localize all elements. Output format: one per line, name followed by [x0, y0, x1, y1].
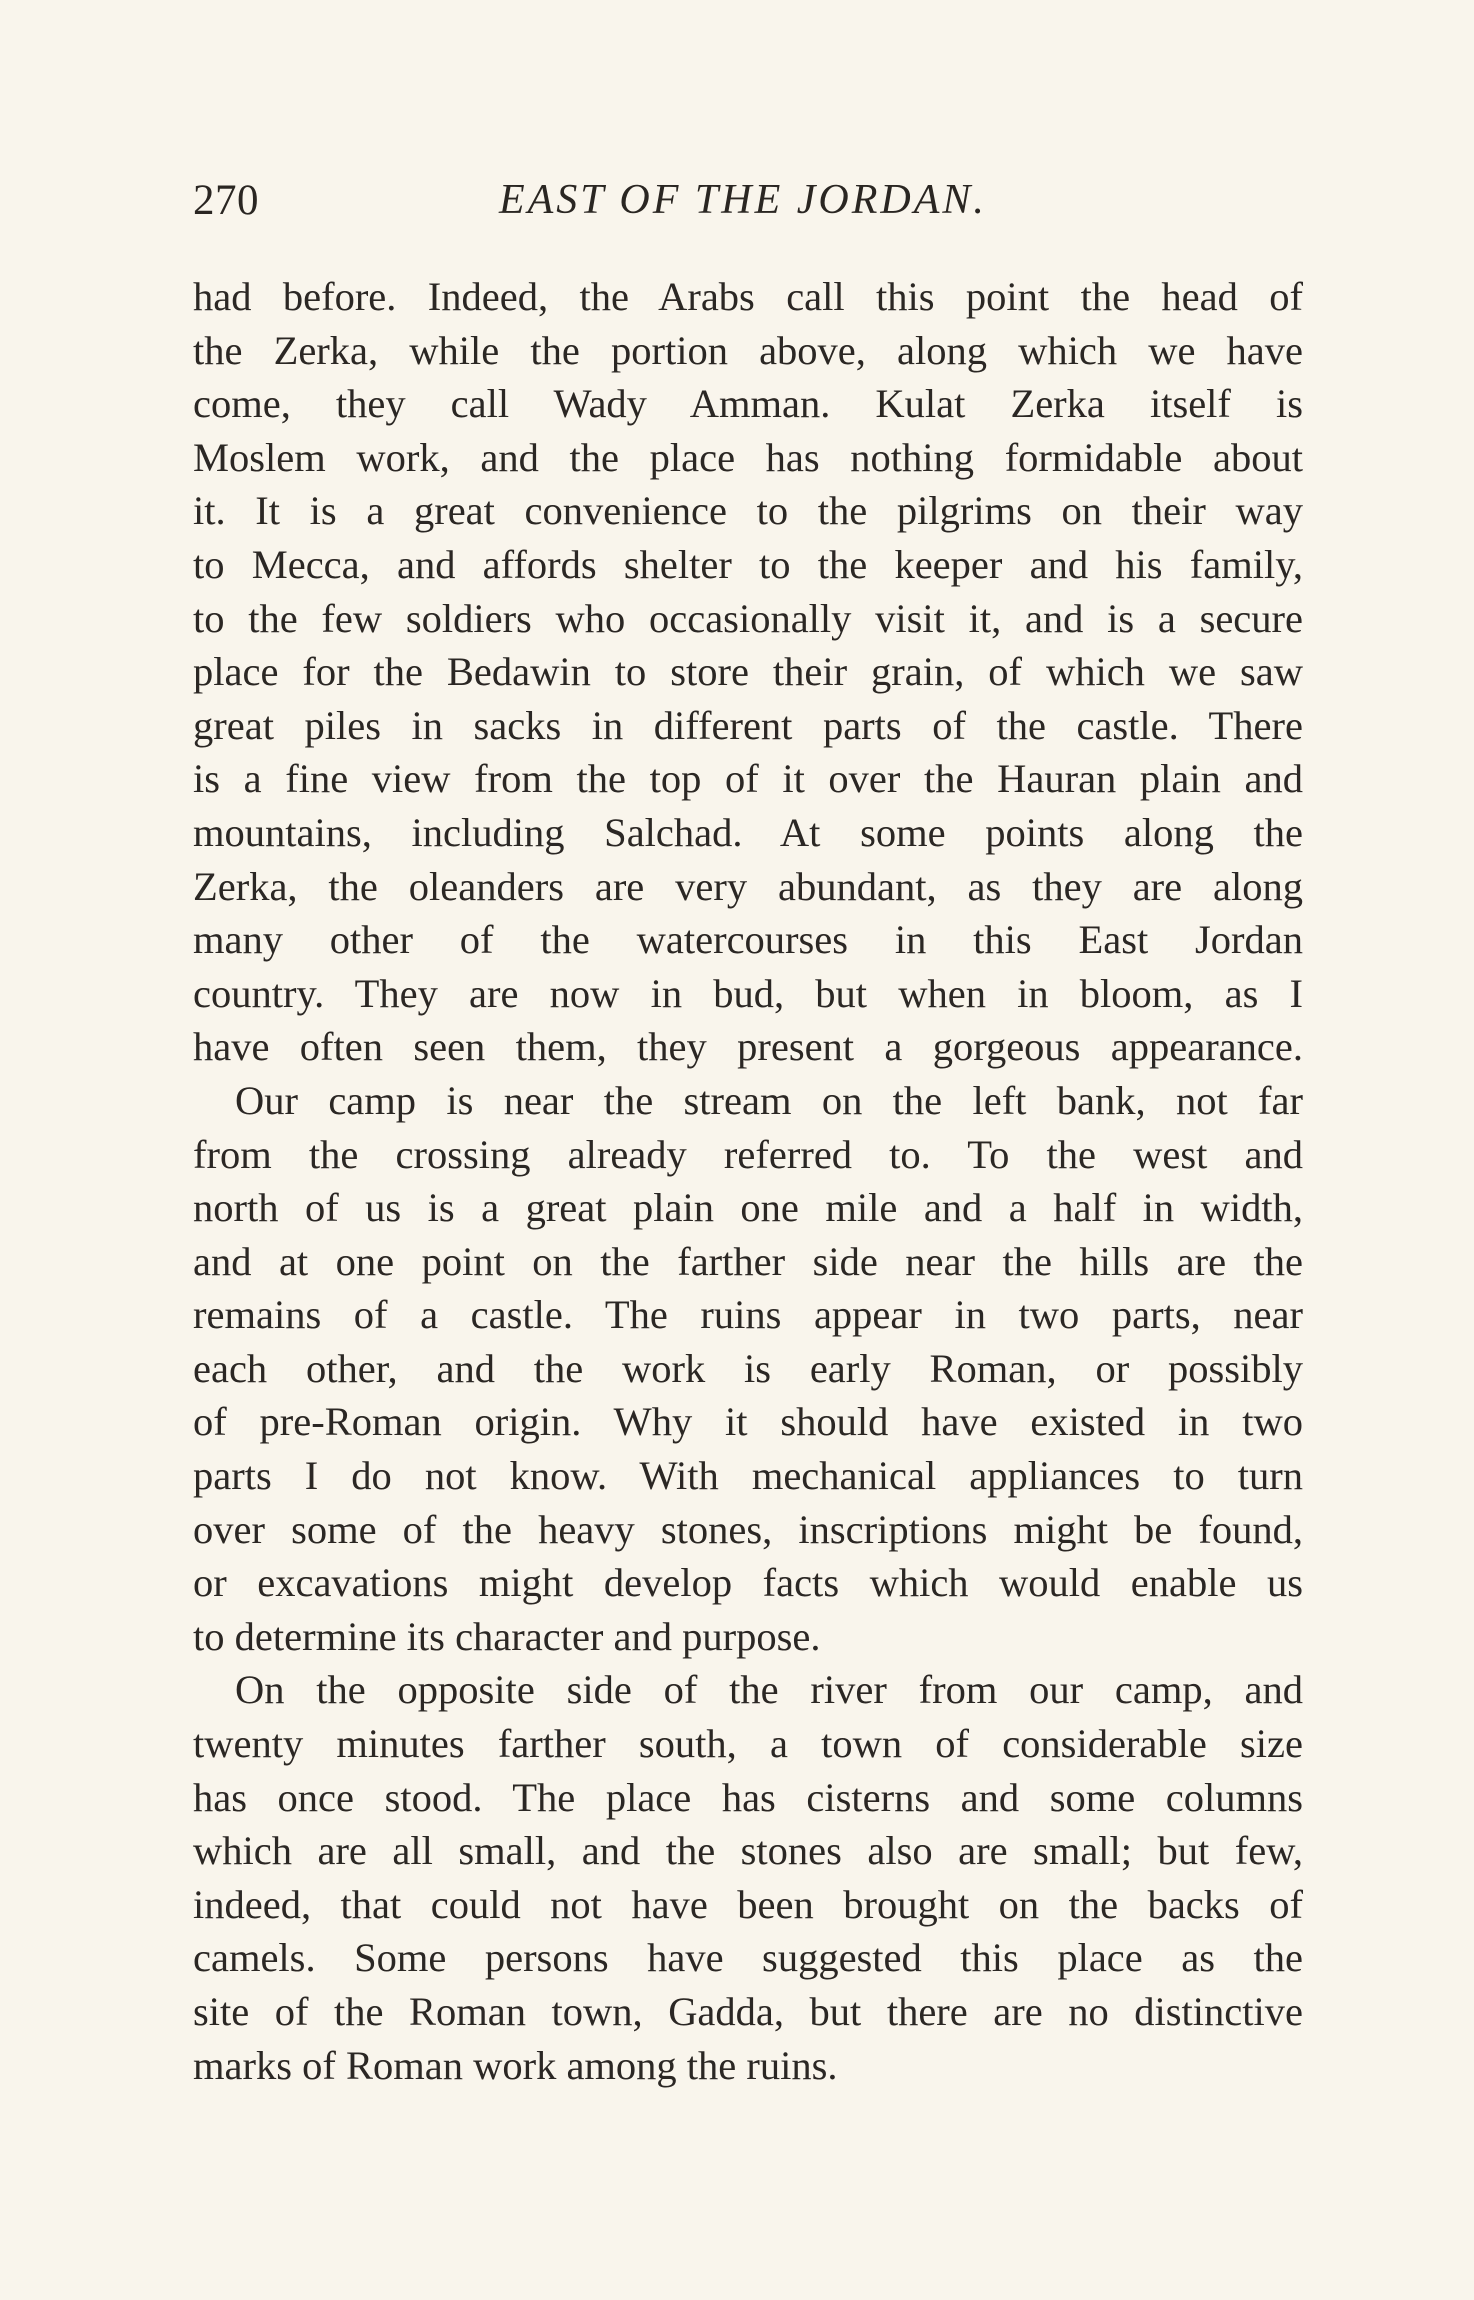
text-line: parts I do not know. With mechanical appliances to turn: [193, 1453, 1303, 1499]
text-line: to determine its character and purpose.: [193, 1613, 821, 1659]
text-line: indeed, that could not have been brought on the backs of: [193, 1881, 1303, 1927]
text-line: over some of the heavy stones, inscriptions might be found,: [193, 1506, 1303, 1552]
text-line: come, they call Wady Amman. Kulat Zerka itself is: [193, 381, 1303, 427]
text-line: place for the Bedawin to store their grain, of which we saw: [193, 649, 1303, 695]
text-line: has once stood. The place has cisterns and some columns: [193, 1774, 1303, 1820]
text-line: marks of Roman work among the ruins.: [193, 2042, 838, 2088]
page-header: [193, 176, 1303, 236]
text-line: mountains, including Salchad. At some points along the: [193, 809, 1303, 855]
text-line: it. It is a great convenience to the pilgrims on their way: [193, 488, 1303, 534]
text-line: each other, and the work is early Roman, or possibly: [193, 1345, 1303, 1391]
text-line: to the few soldiers who occasionally visit it, and is a secure: [193, 595, 1303, 641]
text-line: from the crossing already referred to. To the west and: [193, 1131, 1303, 1177]
text-line: Moslem work, and the place has nothing formidable about: [193, 434, 1303, 480]
page-number: 270: [193, 177, 259, 224]
text-line: to Mecca, and affords shelter to the keeper and his family,: [193, 541, 1303, 587]
paragraph-3: [193, 1663, 1303, 2092]
text-line: On the opposite side of the river from our camp, and: [235, 1667, 1303, 1713]
text-line: Our camp is near the stream on the left bank, not far: [235, 1077, 1303, 1123]
text-line: twenty minutes farther south, a town of considerable size: [193, 1721, 1303, 1767]
text-line: of pre-Roman origin. Why it should have existed in two: [193, 1399, 1303, 1445]
text-line: and at one point on the farther side near the hills are the: [193, 1238, 1303, 1284]
text-line: have often seen them, they present a gorgeous appearance.: [193, 1024, 1303, 1070]
text-line: remains of a castle. The ruins appear in two parts, near: [193, 1292, 1303, 1338]
paragraph-2: [193, 1074, 1303, 1664]
text-line: country. They are now in bud, but when in bloom, as I: [193, 970, 1303, 1016]
text-line: site of the Roman town, Gadda, but there are no distinctive: [193, 1989, 1303, 2034]
text-line: many other of the watercourses in this East Jordan: [193, 917, 1303, 963]
text-line: had before. Indeed, the Arabs call this point the head of: [193, 274, 1303, 319]
text-line: the Zerka, while the portion above, along which we have: [193, 327, 1303, 373]
text-line: is a fine view from the top of it over the Hauran plain and: [193, 756, 1303, 802]
text-line: great piles in sacks in different parts of the castle. There: [193, 702, 1303, 748]
running-head: EAST OF THE JORDAN.: [499, 177, 987, 223]
text-line: which are all small, and the stones also are small; but few,: [193, 1828, 1303, 1874]
text-line: north of us is a great plain one mile and a half in width,: [193, 1185, 1303, 1231]
text-line: or excavations might develop facts which would enable us: [193, 1560, 1303, 1606]
text-line: Zerka, the oleanders are very abundant, as they are along: [193, 863, 1303, 909]
text-line: camels. Some persons have suggested this place as the: [193, 1935, 1303, 1981]
paragraph-1: [193, 270, 1303, 1074]
body-text: [193, 270, 1303, 2092]
